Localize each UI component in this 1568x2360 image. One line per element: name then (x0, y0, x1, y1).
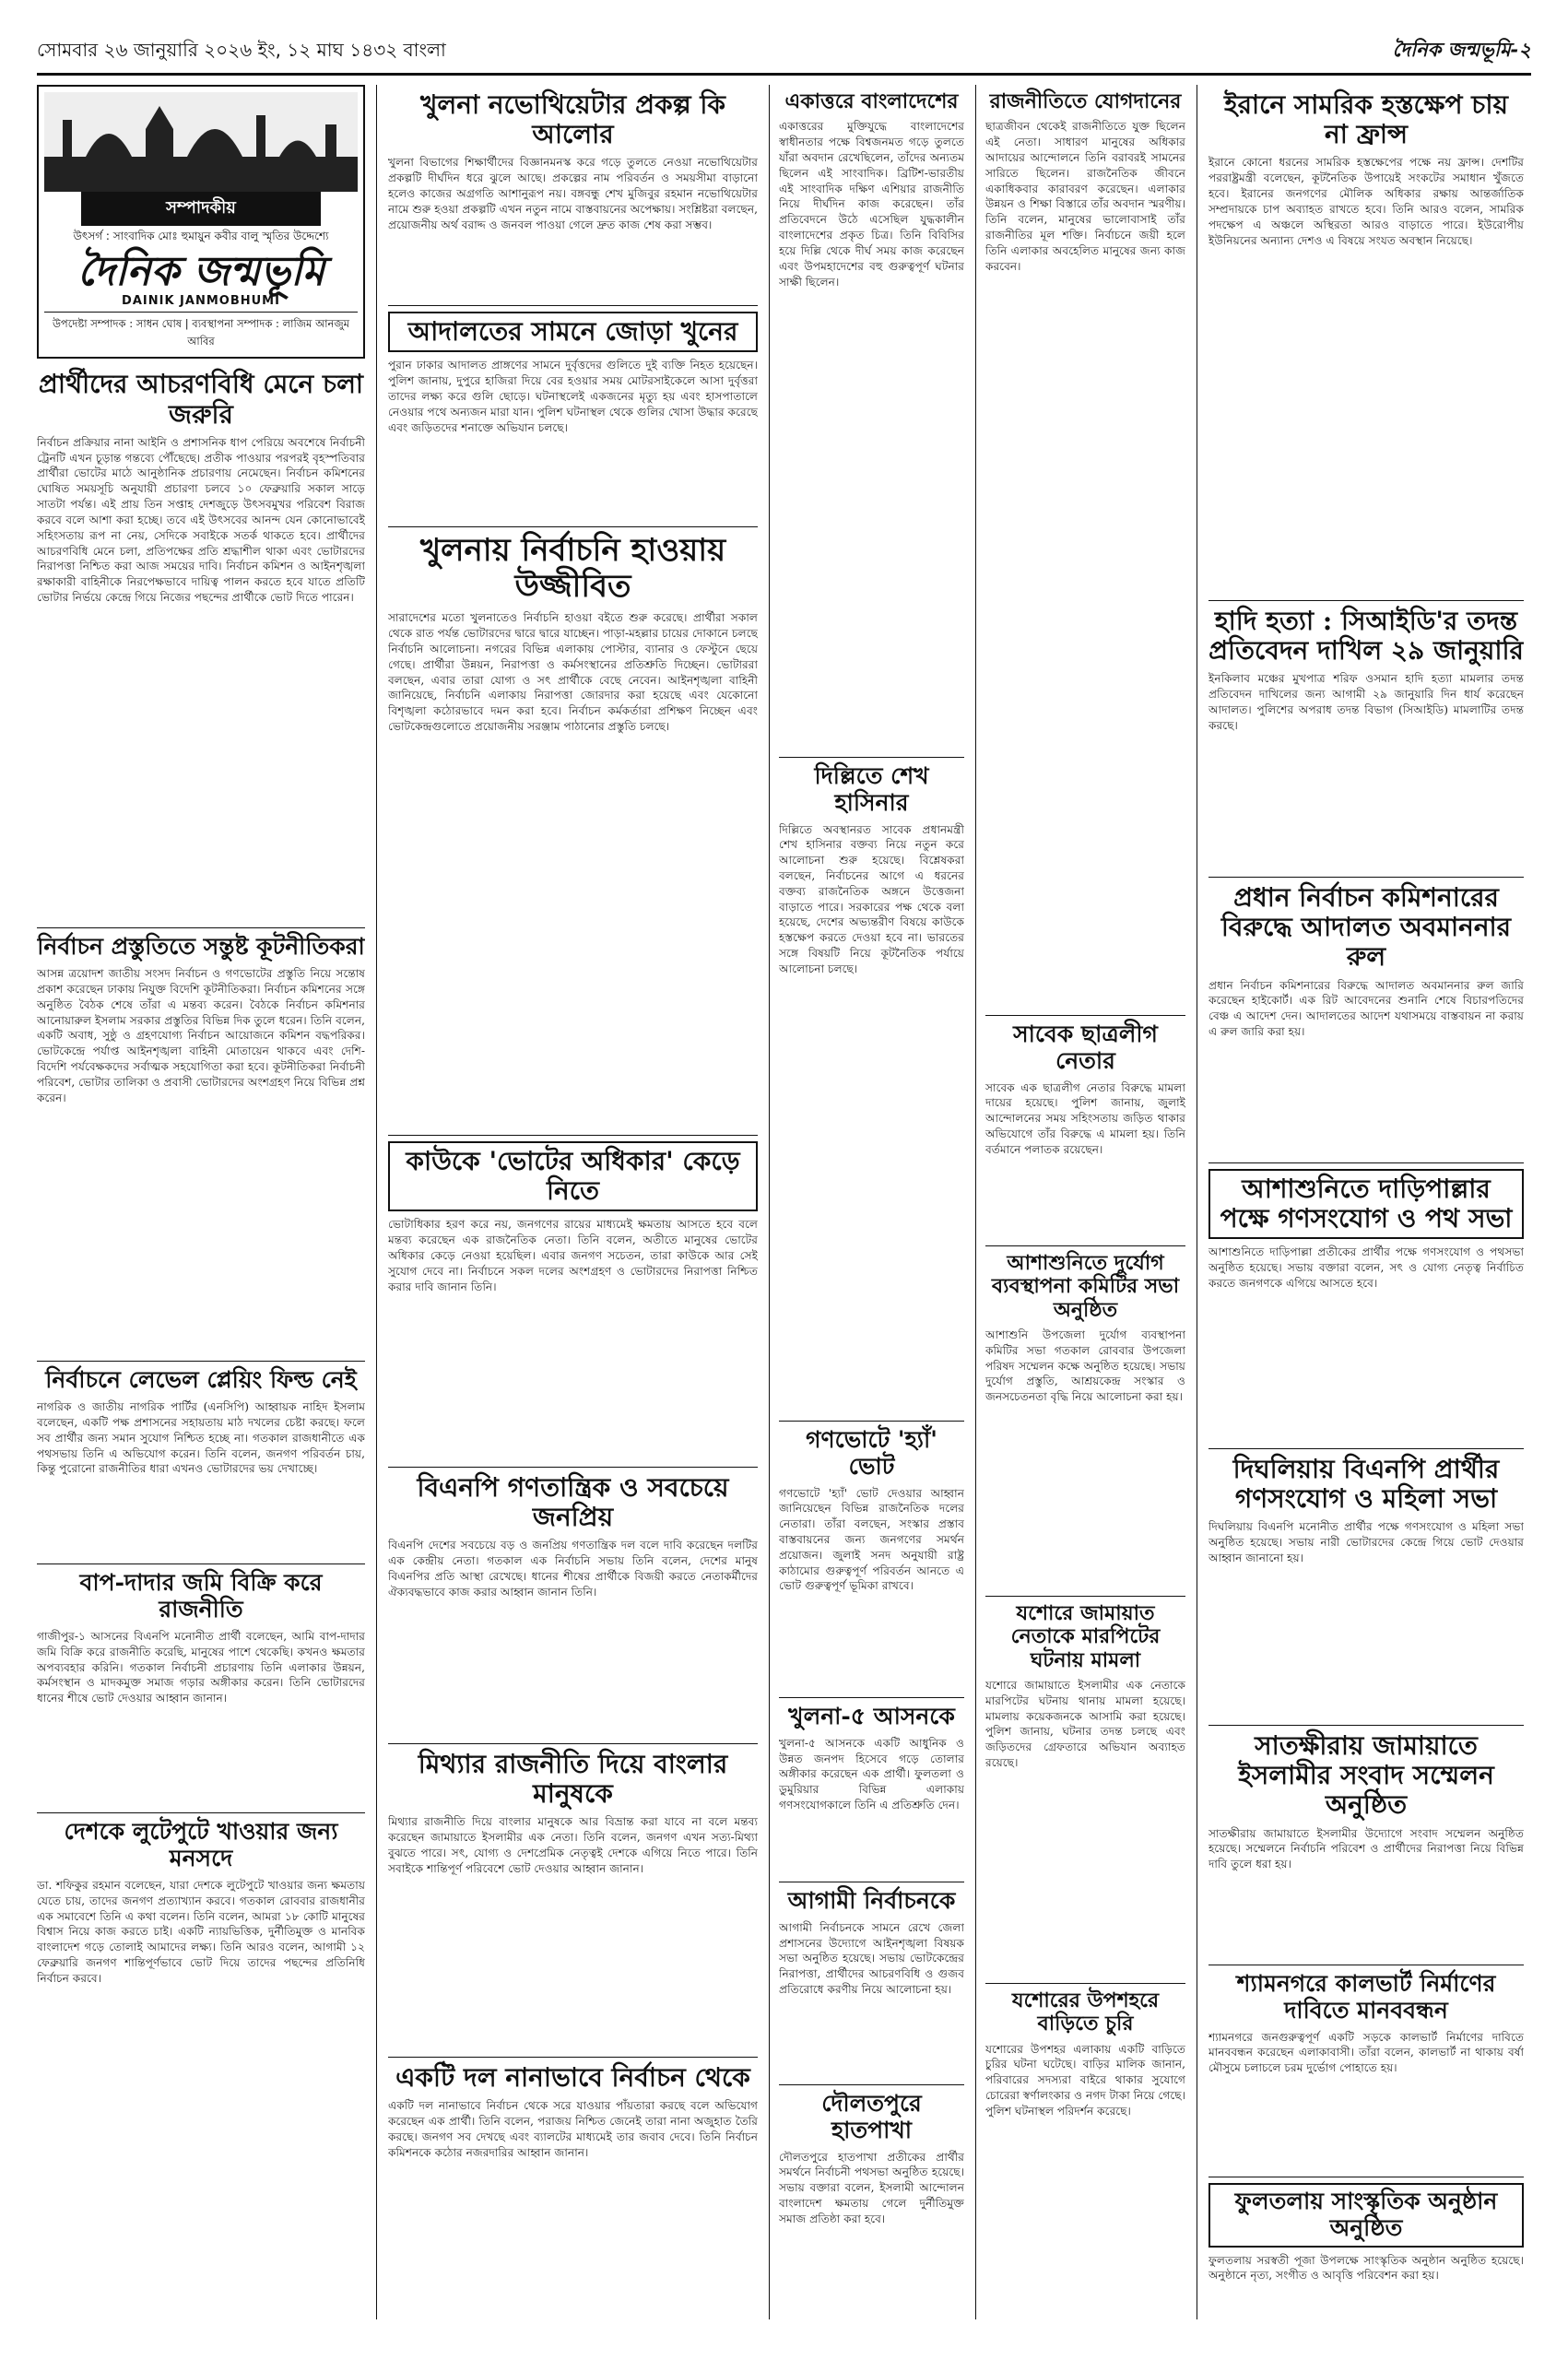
date-line: সোমবার ২৬ জানুয়ারি ২০২৬ ইং, ১২ মাঘ ১৪৩২ বাংলা (37, 39, 446, 61)
paper-title: দৈনিক জন্মভূমি (77, 248, 325, 295)
article (388, 306, 758, 527)
article (37, 1564, 365, 1813)
column-2 (376, 85, 758, 2319)
article (779, 758, 964, 1422)
article-headline: আগামী নির্বাচনকে (787, 1887, 956, 1914)
article-headline: যশোরের উপশহরে বাড়িতে চুরি (1011, 1988, 1160, 2036)
article (779, 2085, 964, 2319)
article-headline: খুলনা-৫ আসনকে (788, 1703, 955, 1729)
article (37, 1362, 365, 1564)
article-headline: ফুলতলায় সাংস্কৃতিক অনুষ্ঠান অনুষ্ঠিত (1208, 2183, 1524, 2248)
editor-credits: উপদেষ্টা সম্পাদক : সাধন ঘোষ | ব্যবস্থাপনা সম্পাদক : লাজিম আনজুম আবির (44, 312, 358, 351)
article-body: ডা. শফিকুর রহমান বলেছেন, যারা দেশকে লুটেপুটে খাওয়ার জন্য ক্ষমতায় যেতে চায়, তাদের জনগণ প্রত্যাখ্যান করবে। গতকাল রোববার রাজধানীর এক সমাবেশে তিনি এ কথা বলেন। তিনি বলেন, আমরা ১৮ কোটি মানুষের বিশ্বাস নিয়ে কাজ করতে চাই। একটি ন্যায়ভিত্তিক, দুর্নীতিমুক্ত ও মানবিক বাংলাদেশ গড়ে তোলাই আমাদের লক্ষ্য। তিনি আরও বলেন, আগামী ১২ ফেব্রুয়ারি জনগণ শান্তিপূর্ণভাবে ভোট দিয়ে তাদের পছন্দের প্রতিনিধি নির্বাচন করবে। (37, 1878, 365, 1985)
paper-page-label: দৈনিক জন্মভূমি-২ (1392, 39, 1531, 61)
article-body: যশোরে জামায়াতে ইসলামীর এক নেতাকে মারপিটের ঘটনায় থানায় মামলা হয়েছে। মামলায় কয়েকজনকে আসামি করা হয়েছে। পুলিশ জানায়, ঘটনার তদন্ত চলছে এবং জড়িতদের গ্রেফতারে অভিযান অব্যাহত রয়েছে। (985, 1678, 1185, 1770)
article-body: সাবেক এক ছাত্রলীগ নেতার বিরুদ্ধে মামলা দায়ের হয়েছে। পুলিশ জানায়, জুলাই আন্দোলনের সময় সহিংসতায় জড়িত থাকার অভিযোগে তাঁর বিরুদ্ধে এ মামলা হয়। তিনি বর্তমানে পলাতক রয়েছেন। (985, 1080, 1185, 1156)
article (1208, 601, 1524, 878)
article (388, 1136, 758, 1468)
article-headline: সাবেক ছাত্রলীগ নেতার (1013, 1021, 1158, 1074)
article-body: দিল্লিতে অবস্থানরত সাবেক প্রধানমন্ত্রী শেখ হাসিনার বক্তব্য নিয়ে নতুন করে আলোচনা শুরু হয়েছে। বিশ্লেষকরা বলছেন, নির্বাচনের আগে এ ধরনের বক্তব্য রাজনৈতিক অঙ্গনে উত্তেজনা বাড়াতে পারে। সরকারের পক্ষ থেকে বলা হয়েছে, দেশের অভ্যন্তরীণ বিষয়ে কাউকে হস্তক্ষেপ করতে দেওয়া হবে না। ভারতের সঙ্গে বিষয়টি নিয়ে কূটনৈতিক পর্যায়ে আলোচনা চলছে। (779, 822, 964, 975)
article-headline: শ্যামনগরে কালভার্ট নির্মাণের দাবিতে মানববন্ধন (1236, 1970, 1496, 2024)
article-body: আসন্ন ত্রয়োদশ জাতীয় সংসদ নির্বাচন ও গণভোটের প্রস্তুতি নিয়ে সন্তোষ প্রকাশ করেছেন ঢাকায় নিযুক্ত বিদেশি কূটনীতিকরা। নির্বাচন কমিশনের সঙ্গে অনুষ্ঠিত বৈঠক শেষে তাঁরা এ মন্তব্য করেন। বৈঠকে নির্বাচন কমিশনার আনোয়ারুল ইসলাম সরকার প্রস্তুতির বিভিন্ন দিক তুলে ধরেন। তিনি বলেন, একটি অবাধ, সুষ্ঠু ও গ্রহণযোগ্য নির্বাচন আয়োজনে কমিশন বদ্ধপরিকর। ভোটকেন্দ্রে পর্যাপ্ত আইনশৃঙ্খলা বাহিনী মোতায়েন থাকবে এবং দেশি-বিদেশি পর্যবেক্ষকদের সর্বাত্মক সহযোগিতা করা হবে। কূটনীতিকরা নির্বাচনী পরিবেশ, ভোটার তালিকা ও প্রবাসী ভোটারদের অংশগ্রহণ নিয়ে বিভিন্ন প্রশ্ন করেন। (37, 967, 365, 1104)
article (1208, 878, 1524, 1163)
article-headline: একাত্তরে বাংলাদেশের (784, 89, 959, 113)
article (1208, 85, 1524, 601)
skyline-illustration (44, 92, 358, 192)
article-body: দৌলতপুরে হাতপাখা প্রতীকের প্রার্থীর সমর্থনে নির্বাচনী পথসভা অনুষ্ঠিত হয়েছে। সভায় বক্তারা বলেন, ইসলামী আন্দোলন বাংলাদেশ ক্ষমতায় গেলে দুর্নীতিমুক্ত সমাজ প্রতিষ্ঠা করা হবে। (779, 2150, 964, 2225)
article (1208, 1965, 1524, 2177)
article-body: আশাশুনিতে দাড়িপাল্লা প্রতীকের প্রার্থীর পক্ষে গণসংযোগ ও পথসভা অনুষ্ঠিত হয়েছে। সভায় বক্তারা বলেন, সৎ ও যোগ্য নেতৃত্ব নির্বাচিত করতে জনগণকে এগিয়ে আসতে হবে। (1208, 1245, 1524, 1291)
article (985, 1246, 1185, 1597)
article (37, 1813, 365, 2319)
columns (37, 85, 1531, 2319)
article-body: বিএনপি দেশের সবচেয়ে বড় ও জনপ্রিয় গণতান্ত্রিক দল বলে দাবি করেছেন দলটির এক কেন্দ্রীয় নেতা। গতকাল এক নির্বাচনি সভায় তিনি বলেন, দেশের মানুষ বিএনপির প্রতি আস্থা রেখেছে। ধানের শীষের প্রার্থীকে বিজয়ী করতে নেতাকর্মীদের ঐক্যবদ্ধভাবে কাজ করার আহ্বান জানান তিনি। (388, 1539, 758, 1599)
article-headline: আশাশুনিতে দাড়িপাল্লার পক্ষে গণসংযোগ ও পথ সভা (1208, 1169, 1524, 1239)
article-body: একটি দল নানাভাবে নির্বাচন থেকে সরে যাওয়ার পাঁয়তারা করছে বলে অভিযোগ করেছেন এক প্রার্থী। তিনি বলেন, পরাজয় নিশ্চিত জেনেই তারা নানা অজুহাত তৈরি করছে। জনগণ সব দেখছে এবং ব্যালটের মাধ্যমেই তার জবাব দেবে। তিনি নির্বাচন কমিশনকে কঠোর নজরদারির আহ্বান জানান। (388, 2099, 758, 2159)
paper-latin-title: DAINIK JANMOBHUMI (122, 294, 280, 309)
article-body: সারাদেশের মতো খুলনাতেও নির্বাচনি হাওয়া বইতে শুরু করেছে। প্রার্থীরা সকাল থেকে রাত পর্যন্ত ভোটারদের দ্বারে দ্বারে যাচ্ছেন। পাড়া-মহল্লার চায়ের দোকানে চলছে নির্বাচনি আলোচনা। নগরের বিভিন্ন এলাকায় পোস্টার, ব্যানার ও ফেস্টুনে ছেয়ে গেছে। প্রার্থীরা উন্নয়ন, নিরাপত্তা ও কর্মসংস্থানের প্রতিশ্রুতি দিচ্ছেন। ভোটাররা বলছেন, এবার তারা যোগ্য ও সৎ প্রার্থীকে বেছে নেবেন। আইনশৃঙ্খলা বাহিনী জানিয়েছে, নির্বাচনি এলাকায় নিরাপত্তা জোরদার করা হয়েছে এবং যেকোনো বিশৃঙ্খলা কঠোরভাবে দমন করা হবে। নির্বাচন কর্মকর্তারা প্রশিক্ষণ নিচ্ছেন এবং ভোটকেন্দ্রগুলোতে প্রয়োজনীয় সরঞ্জাম পাঠানোর প্রস্তুতি চলছে। (388, 611, 758, 733)
column-3 (769, 85, 964, 2319)
article-headline: সাতক্ষীরায় জামায়াতে ইসলামীর সংবাদ সম্মেলন অনুষ্ঠিত (1238, 1730, 1494, 1821)
article (37, 928, 365, 1362)
article-headline: নির্বাচন প্রস্তুতিতে সন্তুষ্ট কূটনীতিকরা (37, 933, 365, 961)
article (1208, 1726, 1524, 1965)
article-body: প্রধান নির্বাচন কমিশনারের বিরুদ্ধে আদালত অবমাননার রুল জারি করেছেন হাইকোর্ট। এক রিট আবেদনের শুনানি শেষে বিচারপতিদের বেঞ্চ এ আদেশ দেন। আদালতের আদেশ যথাসময়ে বাস্তবায়ন না করায় এ রুল জারি করা হয়। (1208, 978, 1524, 1039)
article-headline: ইরানে সামরিক হস্তক্ষেপ চায় না ফ্রান্স (1224, 89, 1508, 150)
article (388, 1468, 758, 1744)
article (388, 2058, 758, 2319)
column-5 (1197, 85, 1524, 2319)
article-body: গাজীপুর-১ আসনের বিএনপি মনোনীত প্রার্থী বলেছেন, আমি বাপ-দাদার জমি বিক্রি করে রাজনীতি করেছি, মানুষের পাশে থেকেছি। কখনও ক্ষমতার অপব্যবহার করিনি। গতকাল নির্বাচনী প্রচারণায় তিনি এলাকার উন্নয়ন, কর্মসংস্থান ও মাদকমুক্ত সমাজ গড়ার অঙ্গীকার করেন। তিনি ভোটারদের ধানের শীষে ভোট দেওয়ার আহ্বান জানান। (37, 1629, 365, 1705)
article (37, 364, 365, 928)
article-headline: প্রধান নির্বাচন কমিশনারের বিরুদ্ধে আদালত অবমাননার রুল (1220, 882, 1512, 973)
article-headline: রাজনীতিতে যোগদানের (989, 89, 1182, 113)
article-body: খুলনা-৫ আসনকে একটি আধুনিক ও উন্নত জনপদ হিসেবে গড়ে তোলার অঙ্গীকার করেছেন এক প্রার্থী। ফুলতলা ও ডুমুরিয়ার বিভিন্ন এলাকায় গণসংযোগকালে তিনি এ প্রতিশ্রুতি দেন। (779, 1736, 964, 1812)
column-1 (37, 85, 365, 2319)
article-headline: দিঘলিয়ায় বিএনপি প্রার্থীর গণসংযোগ ও মহিলা সভা (1232, 1454, 1500, 1515)
article (1208, 2177, 1524, 2319)
article-headline: দিল্লিতে শেখ হাসিনার (814, 762, 929, 816)
article-body: ভোটাধিকার হরণ করে নয়, জনগণের রায়ের মাধ্যমেই ক্ষমতায় আসতে হবে বলে মন্তব্য করেছেন এক রাজনৈতিক নেতা। তিনি বলেন, অতীতে মানুষের ভোটের অধিকার কেড়ে নেওয়া হয়েছিল। এবার জনগণ সচেতন, তারা কাউকে আর সেই সুযোগ দেবে না। নির্বাচনে সকল দলের অংশগ্রহণ ও ভোটারদের নিরাপত্তা নিশ্চিত করার দাবি জানান তিনি। (388, 1218, 758, 1293)
article-headline: হাদি হত্যা : সিআইডি'র তদন্ত প্রতিবেদন দাখিল ২৯ জানুয়ারি (1208, 606, 1524, 667)
article-headline: যশোরে জামায়াত নেতাকে মারপিটের ঘটনায় মামলা (1010, 1601, 1161, 1672)
article (985, 1016, 1185, 1246)
article-headline: আশাশুনিতে দুর্যোগ ব্যবস্থাপনা কমিটির সভা অনুষ্ঠিত (991, 1251, 1180, 1322)
dedication-line: উৎসর্গ : সাংবাদিক মোঃ হুমায়ুন কবীর বালু স্মৃতির উদ্দেশ্যে (73, 230, 329, 242)
article-headline: দৌলতপুরে হাতপাখা (821, 2090, 922, 2143)
article (779, 85, 964, 758)
article-headline: নির্বাচনে লেভেল প্লেয়িং ফিল্ড নেই (45, 1366, 357, 1394)
article-body: পুরান ঢাকার আদালত প্রাঙ্গণের সামনে দুর্বৃত্তদের গুলিতে দুই ব্যক্তি নিহত হয়েছেন। পুলিশ জানায়, দুপুরে হাজিরা দিয়ে বের হওয়ার সময় মোটরসাইকেলে আসা দুর্বৃত্তরা তাদের লক্ষ্য করে গুলি ছোড়ে। ঘটনাস্থলেই একজনের মৃত্যু হয় এবং হাসপাতালে নেওয়ার পথে অন্যজন মারা যান। পুলিশ ঘটনাস্থল থেকে গুলির খোসা উদ্ধার করেছে এবং জড়িতদের শনাক্তে অভিযান চলছে। (388, 359, 758, 434)
article (1208, 1449, 1524, 1726)
article-headline: একটি দল নানাভাবে নির্বাচন থেকে (395, 2062, 750, 2093)
article-headline: কাউকে 'ভোটের অধিকার' কেড়ে নিতে (388, 1141, 758, 1211)
editorial-label: সম্পাদকীয় (81, 192, 321, 226)
article-body: একাত্তরের মুক্তিযুদ্ধে বাংলাদেশের স্বাধীনতার পক্ষে বিশ্বজনমত গড়ে তুলতে যাঁরা অবদান রেখেছিলেন, তাঁদের অন্যতম ছিলেন এই সাংবাদিক। ব্রিটিশ-ভারতীয় এই সাংবাদিক দক্ষিণ এশিয়ার রাজনীতি নিয়ে দীর্ঘদিন কাজ করেছেন। তাঁর প্রতিবেদনে উঠে এসেছিল যুদ্ধকালীন বাংলাদেশের প্রকৃত চিত্র। তিনি বিবিসির হয়ে দিল্লি থেকে দীর্ঘ সময় কাজ করেছেন এবং উপমহাদেশের বহু গুরুত্বপূর্ণ ঘটনার সাক্ষী ছিলেন। (779, 120, 964, 289)
article-body: ইনকিলাব মঞ্চের মুখপাত্র শরিফ ওসমান হাদি হত্যা মামলার তদন্ত প্রতিবেদন দাখিলের জন্য আগামী ২৯ জানুয়ারি দিন ধার্য করেছেন আদালত। পুলিশের অপরাধ তদন্ত বিভাগ (সিআইডি) মামলাটির তদন্ত করছে। (1208, 672, 1524, 732)
article-body: ছাত্রজীবন থেকেই রাজনীতিতে যুক্ত ছিলেন এই নেতা। সাধারণ মানুষের অধিকার আদায়ের আন্দোলনে তিনি বরাবরই সামনের সারিতে ছিলেন। রাজনৈতিক জীবনে একাধিকবার কারাবরণ করেছেন। এলাকার উন্নয়ন ও শিক্ষা বিস্তারে তাঁর অবদান স্মরণীয়। তিনি বলেন, মানুষের ভালোবাসাই তাঁর রাজনীতির মূল শক্তি। নির্বাচনে জয়ী হলে তিনি এলাকার অবহেলিত মানুষের জন্য কাজ করবেন। (985, 120, 1185, 273)
article-body: খুলনা বিভাগের শিক্ষার্থীদের বিজ্ঞানমনস্ক করে গড়ে তুলতে নেওয়া নভোথিয়েটার প্রকল্পটি দীর্ঘদিন ধরে ঝুলে আছে। প্রকল্পের নাম পরিবর্তন ও সময়সীমা বাড়ানো হলেও কাজের অগ্রগতি আশানুরূপ নয়। বঙ্গবন্ধু শেখ মুজিবুর রহমান নভোথিয়েটার নামে শুরু হওয়া প্রকল্পটি এখন নতুন নামে বাস্তবায়নের অপেক্ষায়। সংশ্লিষ্টরা বলছেন, প্রয়োজনীয় অর্থ বরাদ্দ ও জনবল পাওয়া গেলে দ্রুত কাজ শেষ করা সম্ভব। (388, 156, 758, 231)
article-headline: বিএনপি গণতান্ত্রিক ও সবচেয়ে জনপ্রিয় (417, 1472, 729, 1533)
article (1208, 1163, 1524, 1449)
article-body: নির্বাচন প্রক্রিয়ার নানা আইনি ও প্রশাসনিক ধাপ পেরিয়ে অবশেষে নির্বাচনী ট্রেনটি এখন চূড়ান্ত গন্তব্যে পৌঁছেছে। প্রতীক পাওয়ার পরপরই বৃহস্পতিবার প্রার্থীরা ভোটের মাঠে আনুষ্ঠানিক প্রচারণায় নেমেছেন। নির্বাচন কমিশনের ঘোষিত সময়সূচি অনুযায়ী প্রচারণা চলবে ১০ ফেব্রুয়ারি সকাল সাড়ে সাতটা পর্যন্ত। এই প্রায় তিন সপ্তাহ দেশজুড়ে উৎসবমুখর পরিবেশ বিরাজ করবে বলে আশা করা হচ্ছে। তবে এই উৎসবের আনন্দ যেন কোনোভাবেই সহিংসতায় রূপ না নেয়, সেদিকে সবাইকে সতর্ক থাকতে হবে। প্রার্থীদের আচরণবিধি মেনে চলা, প্রতিপক্ষের প্রতি শ্রদ্ধাশীল থাকা এবং ভোটারদের নিরাপত্তা নিশ্চিত করা আজ সময়ের দাবি। নির্বাচন কমিশন ও আইনশৃঙ্খলা রক্ষাকারী বাহিনীকে নিরপেক্ষভাবে দায়িত্ব পালন করতে হবে যাতে প্রতিটি ভোটার নির্ভয়ে কেন্দ্রে গিয়ে নিজের পছন্দের প্রার্থীকে ভোট দিতে পারেন। (37, 435, 365, 605)
article (779, 1882, 964, 2085)
article-headline: আদালতের সামনে জোড়া খুনের (388, 312, 758, 352)
article-headline: খুলনা নভোথিয়েটার প্রকল্প কি আলোর (419, 89, 726, 150)
editorial-masthead (37, 85, 365, 359)
article (388, 85, 758, 306)
article-headline: প্রার্থীদের আচরণবিধি মেনে চলা জরুরি (38, 369, 364, 430)
article-body: শ্যামনগরে জনগুরুত্বপূর্ণ একটি সড়কে কালভার্ট নির্মাণের দাবিতে মানববন্ধন করেছেন এলাকাবাসী। তাঁরা বলেন, কালভার্ট না থাকায় বর্ষা মৌসুমে চলাচলে চরম দুর্ভোগ পোহাতে হয়। (1208, 2030, 1524, 2075)
article-body: সাতক্ষীরায় জামায়াতে ইসলামীর উদ্যোগে সংবাদ সম্মেলন অনুষ্ঠিত হয়েছে। সম্মেলনে নির্বাচনি পরিবেশ ও প্রার্থীদের নিরাপত্তা নিয়ে বিভিন্ন দাবি তুলে ধরা হয়। (1208, 1826, 1524, 1871)
article (779, 1698, 964, 1882)
article-body: গণভোটে 'হ্যাঁ' ভোট দেওয়ার আহ্বান জানিয়েছেন বিভিন্ন রাজনৈতিক দলের নেতারা। তাঁরা বলছেন, সংস্কার প্রস্তাব বাস্তবায়নের জন্য জনগণের সমর্থন প্রয়োজন। জুলাই সনদ অনুযায়ী রাষ্ট্র কাঠামোর গুরুত্বপূর্ণ পরিবর্তন আনতে এ ভোট গুরুত্বপূর্ণ ভূমিকা রাখবে। (779, 1486, 964, 1593)
column-4 (975, 85, 1185, 2319)
article (779, 1422, 964, 1698)
article (985, 1597, 1185, 1984)
article-body: আগামী নির্বাচনকে সামনে রেখে জেলা প্রশাসনের উদ্যোগে আইনশৃঙ্খলা বিষয়ক সভা অনুষ্ঠিত হয়েছে। সভায় ভোটকেন্দ্রের নিরাপত্তা, প্রার্থীদের আচরণবিধি ও গুজব প্রতিরোধে করণীয় নিয়ে আলোচনা হয়। (779, 1920, 964, 1997)
article-headline: মিথ্যার রাজনীতি দিয়ে বাংলার মানুষকে (418, 1749, 728, 1810)
article (388, 1744, 758, 2058)
article-headline: খুলনায় নির্বাচনি হাওয়ায় উজ্জীবিত (419, 532, 726, 606)
article (985, 85, 1185, 1016)
article-body: ফুলতলায় সরস্বতী পূজা উপলক্ষে সাংস্কৃতিক অনুষ্ঠান অনুষ্ঠিত হয়েছে। অনুষ্ঠানে নৃত্য, সংগীত ও আবৃত্তি পরিবেশন করা হয়। (1208, 2253, 1524, 2283)
page-header (37, 35, 1531, 76)
article-body: মিথ্যার রাজনীতি দিয়ে বাংলার মানুষকে আর বিভ্রান্ত করা যাবে না বলে মন্তব্য করেছেন জামায়াতে ইসলামীর এক নেতা। তিনি বলেন, জনগণ এখন সত্য-মিথ্যা বুঝতে পারে। সৎ, যোগ্য ও দেশপ্রেমিক নেতৃত্বই দেশকে এগিয়ে নিতে পারে। তিনি সবাইকে শান্তিপূর্ণ পরিবেশে ভোট দেওয়ার আহ্বান জানান। (388, 1815, 758, 1875)
article-body: নাগরিক ও জাতীয় নাগরিক পার্টির (এনসিপি) আহ্বায়ক নাহিদ ইসলাম বলেছেন, একটি পক্ষ প্রশাসনের সহায়তায় মাঠ দখলের চেষ্টা করছে। ফলে সব প্রার্থীর জন্য সমান সুযোগ নিশ্চিত হচ্ছে না। গতকাল রাজধানীতে এক পথসভায় তিনি এ অভিযোগ করেন। তিনি বলেন, জনগণ পরিবর্তন চায়, কিন্তু পুরোনো রাজনীতির ধারা এখনও ভোটারদের ভয় দেখাচ্ছে। (37, 1400, 365, 1476)
article-body: আশাশুনি উপজেলা দুর্যোগ ব্যবস্থাপনা কমিটির সভা গতকাল রোববার উপজেলা পরিষদ সম্মেলন কক্ষে অনুষ্ঠিত হয়েছে। সভায় দুর্যোগ প্রস্তুতি, আশ্রয়কেন্দ্র সংস্কার ও জনসচেতনতা বৃদ্ধি নিয়ে আলোচনা করা হয়। (985, 1328, 1185, 1404)
article-body: ইরানে কোনো ধরনের সামরিক হস্তক্ষেপের পক্ষে নয় ফ্রান্স। দেশটির পররাষ্ট্রমন্ত্রী বলেছেন, কূটনৈতিক উপায়েই সংকটের সমাধান খুঁজতে হবে। ইরানের জনগণের মৌলিক অধিকার রক্ষায় আন্তর্জাতিক সম্প্রদায়কে চাপ অব্যাহত রাখতে হবে। তিনি আরও বলেন, সামরিক পদক্ষেপ এ অঞ্চলে অস্থিরতা আরও বাড়াতে পারে। ইউরোপীয় ইউনিয়নের অন্যান্য দেশও এ বিষয়ে সংযত অবস্থান নিয়েছে। (1208, 156, 1524, 247)
article-body: যশোরের উপশহর এলাকায় একটি বাড়িতে চুরির ঘটনা ঘটেছে। বাড়ির মালিক জানান, পরিবারের সদস্যরা বাইরে থাকার সুযোগে চোরেরা স্বর্ণালংকার ও নগদ টাকা নিয়ে গেছে। পুলিশ ঘটনাস্থল পরিদর্শন করেছে। (985, 2042, 1185, 2118)
article (985, 1984, 1185, 2319)
article-headline: গণভোটে 'হ্যাঁ' ভোট (806, 1426, 937, 1480)
article-body: দিঘলিয়ায় বিএনপি মনোনীত প্রার্থীর পক্ষে গণসংযোগ ও মহিলা সভা অনুষ্ঠিত হয়েছে। সভায় নারী ভোটারদের কেন্দ্রে গিয়ে ভোট দেওয়ার আহ্বান জানানো হয়। (1208, 1520, 1524, 1565)
article-headline: বাপ-দাদার জমি বিক্রি করে রাজনীতি (79, 1569, 323, 1623)
article (388, 527, 758, 1136)
article-headline: দেশকে লুটেপুটে খাওয়ার জন্য মনসদে (64, 1818, 338, 1872)
mosque-temple-skyline-icon (44, 92, 358, 192)
